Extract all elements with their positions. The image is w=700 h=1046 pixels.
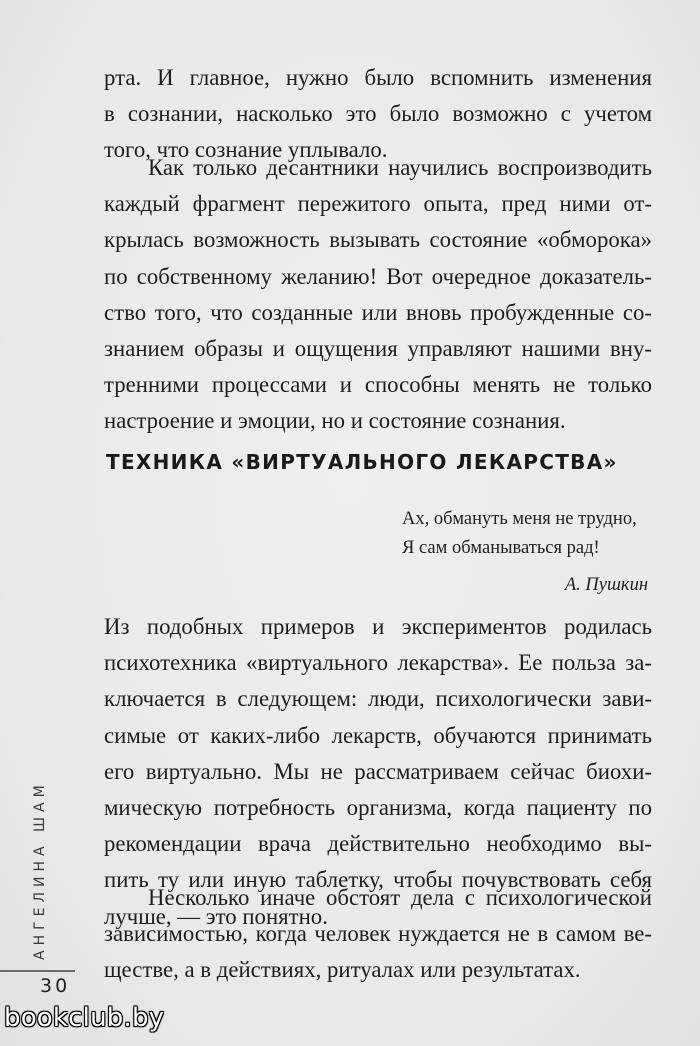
- text-line: симые от каких-либо лекарств, обучаются принимать: [104, 722, 652, 748]
- text-line: рта. И главное, нужно было вспомнить изменения: [104, 65, 652, 90]
- text-line: настроение и эмоции, но и состояние сознания.: [104, 408, 566, 434]
- epigraph: [350, 505, 650, 600]
- text-line: мическую потребность организма, когда пациенту по: [104, 795, 652, 821]
- text-line: рекомендации врача действительно необходимо вы-: [104, 831, 652, 857]
- text-line: в сознании, насколько это было возможно с учетом: [104, 101, 652, 127]
- text-line: тренними процессами и способны менять не только: [104, 372, 652, 398]
- epigraph-line: Ах, обмануть меня не трудно,: [402, 509, 637, 529]
- text-line: Несколько иначе обстоят дела с психологической: [148, 885, 652, 910]
- paragraph-2: [104, 150, 652, 440]
- running-head-author: АНГЕЛИНА ШАМ: [32, 780, 48, 960]
- page-number-rule: [0, 970, 75, 972]
- text-line: ство того, что созданные или вновь пробужденные со-: [104, 299, 652, 325]
- text-line: знанием образы и ощущения управляют нашими вну-: [104, 336, 652, 362]
- text-line: Из подобных примеров и экспериментов родилась: [104, 614, 652, 639]
- page-number: 30: [40, 975, 71, 997]
- epigraph-author: А. Пушкин: [564, 575, 648, 595]
- paragraph-4: [104, 880, 652, 989]
- text-line: психотехника «виртуального лекарства». Ее польза за-: [104, 650, 652, 676]
- text-line: лучше, — это понятно.: [104, 903, 328, 929]
- text-line: зависимостью, когда человек нуждается не в самом ве-: [104, 921, 652, 947]
- text-line: Как только десантники научились воспроизводить: [148, 155, 652, 180]
- watermark: bookclub.by: [4, 1003, 165, 1033]
- text-line: пить ту или иную таблетку, чтобы почувствовать себя: [104, 867, 652, 893]
- text-line: ключается в следующем: люди, психологически зави-: [104, 686, 652, 712]
- text-line: по собственному желанию! Вот очередное доказатель-: [104, 263, 652, 289]
- text-line: крылась возможность вызывать состояние «обморока»: [104, 227, 652, 253]
- epigraph-line: Я сам обманываться рад!: [402, 537, 600, 558]
- text-line: того, что сознание уплывало.: [104, 137, 388, 163]
- text-line: ществе, а в действиях, ритуалах или результатах.: [104, 957, 581, 983]
- text-line: каждый фрагмент пережитого опыта, пред ними от-: [104, 191, 652, 217]
- section-heading: ТЕХНИКА «ВИРТУАЛЬНОГО ЛЕКАРСТВА»: [106, 450, 618, 474]
- text-line: его виртуально. Мы не рассматриваем сейчас биохи-: [104, 758, 652, 784]
